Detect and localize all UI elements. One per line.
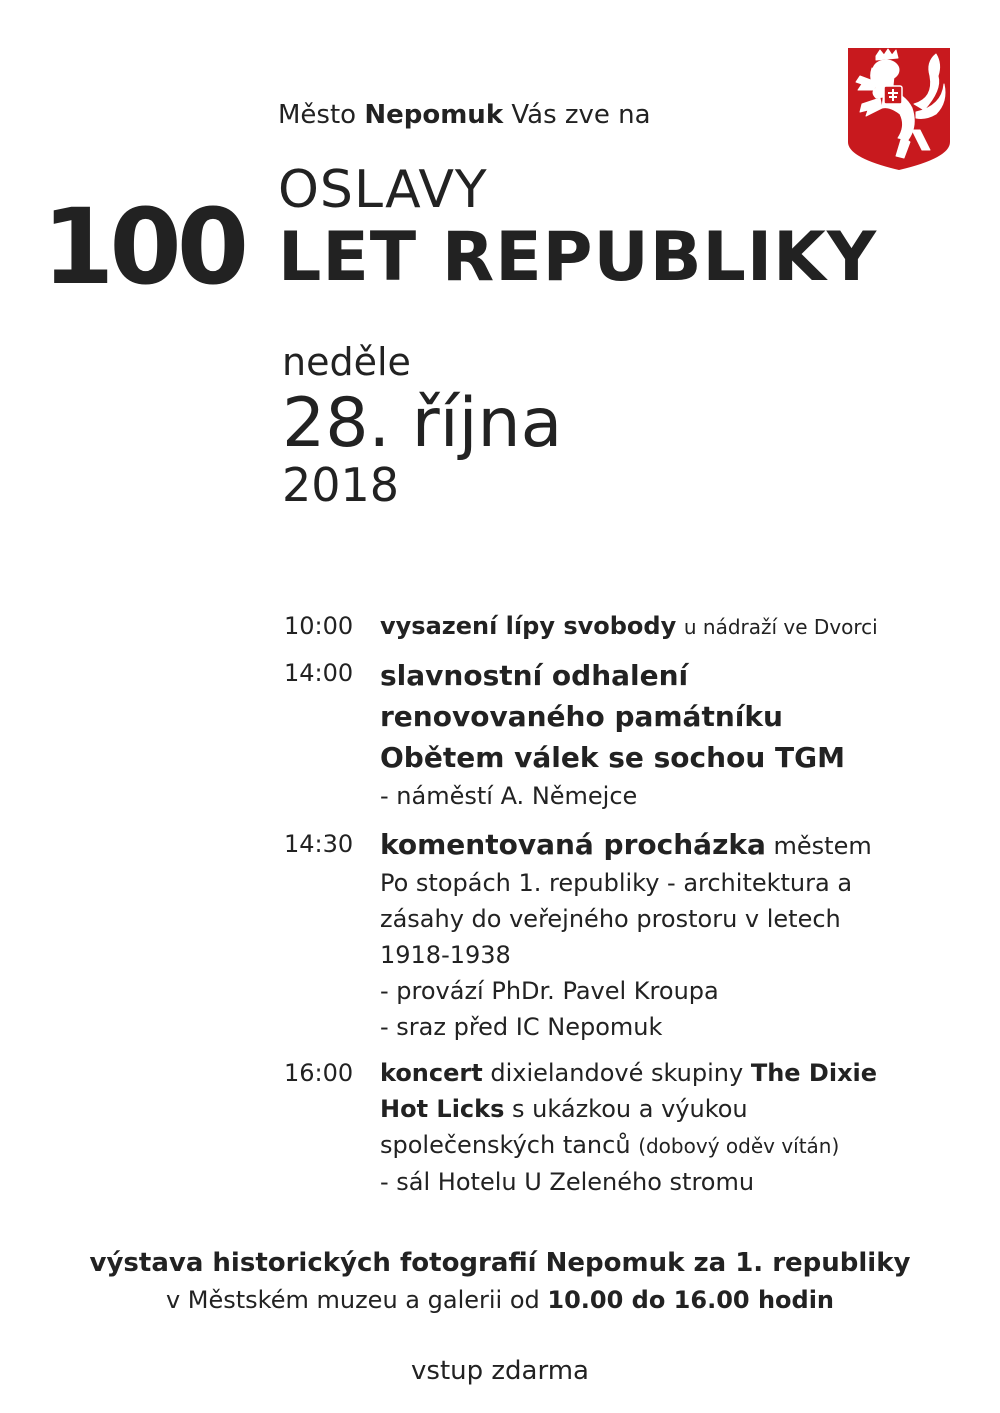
program-item	[284, 824, 984, 1045]
date-year: 2018	[282, 458, 400, 512]
program-title-line: slavnostní odhalení	[380, 659, 689, 692]
program-item	[284, 608, 984, 645]
program-body	[380, 608, 878, 645]
intro-prefix: Město	[278, 100, 357, 130]
program-item	[284, 655, 984, 814]
program-title: koncert	[380, 1059, 483, 1087]
program-time: 14:00	[284, 659, 354, 687]
program-list	[284, 608, 984, 1210]
program-body	[380, 655, 845, 814]
program-line: Po stopách 1. republiky - architektura a	[380, 869, 853, 897]
exhibition-details	[0, 1282, 1000, 1318]
program-guide: - provází PhDr. Pavel Kroupa	[380, 977, 719, 1005]
program-text: s ukázkou a výukou	[512, 1095, 748, 1123]
band-name: Hot Licks	[380, 1095, 505, 1123]
exhibition-hours: 10.00 do 16.00 hodin	[547, 1286, 835, 1314]
coat-of-arms-icon	[846, 46, 952, 172]
program-body	[380, 824, 872, 1045]
program-text: společenských tanců	[380, 1131, 631, 1159]
exhibition-place: v Městském muzeu a galerii od	[165, 1286, 540, 1314]
intro-suffix: Vás zve na	[511, 100, 651, 130]
program-place: - sál Hotelu U Zeleného stromu	[380, 1168, 755, 1196]
program-item	[284, 1055, 984, 1200]
program-title-rest: městem	[773, 832, 872, 860]
program-line: 1918-1938	[380, 941, 511, 969]
program-place: - sraz před IC Nepomuk	[380, 1013, 663, 1041]
program-title: vysazení lípy svobody	[380, 612, 677, 640]
program-title-line: Obětem válek se sochou TGM	[380, 741, 845, 774]
program-time: 10:00	[284, 612, 354, 640]
program-body	[380, 1055, 877, 1200]
program-place: - náměstí A. Němejce	[380, 782, 638, 810]
title-oslavy: OSLAVY	[278, 160, 488, 220]
exhibition-info	[0, 1244, 1000, 1318]
date-weekday: neděle	[282, 340, 411, 384]
program-text: dixielandové skupiny	[490, 1059, 744, 1087]
free-entry: vstup zdarma	[411, 1356, 589, 1386]
program-place: u nádraží ve Dvorci	[683, 615, 878, 639]
program-time: 14:30	[284, 830, 354, 858]
program-time: 16:00	[284, 1059, 354, 1087]
title-number: 100	[42, 186, 245, 308]
invitation-line	[278, 100, 651, 130]
dress-code-note: (dobový oděv vítán)	[638, 1134, 840, 1158]
date-day-month: 28. října	[282, 384, 563, 463]
exhibition-title: výstava historických fotografií Nepomuk za 1. republiky	[89, 1248, 911, 1278]
band-name: The Dixie	[750, 1059, 878, 1087]
program-line: zásahy do veřejného prostoru v letech	[380, 905, 841, 933]
town-name: Nepomuk	[364, 100, 504, 130]
title-let-republiky: LET REPUBLIKY	[278, 218, 878, 297]
program-title-line: renovovaného památníku	[380, 700, 783, 733]
program-title: komentovaná procházka	[380, 828, 766, 861]
